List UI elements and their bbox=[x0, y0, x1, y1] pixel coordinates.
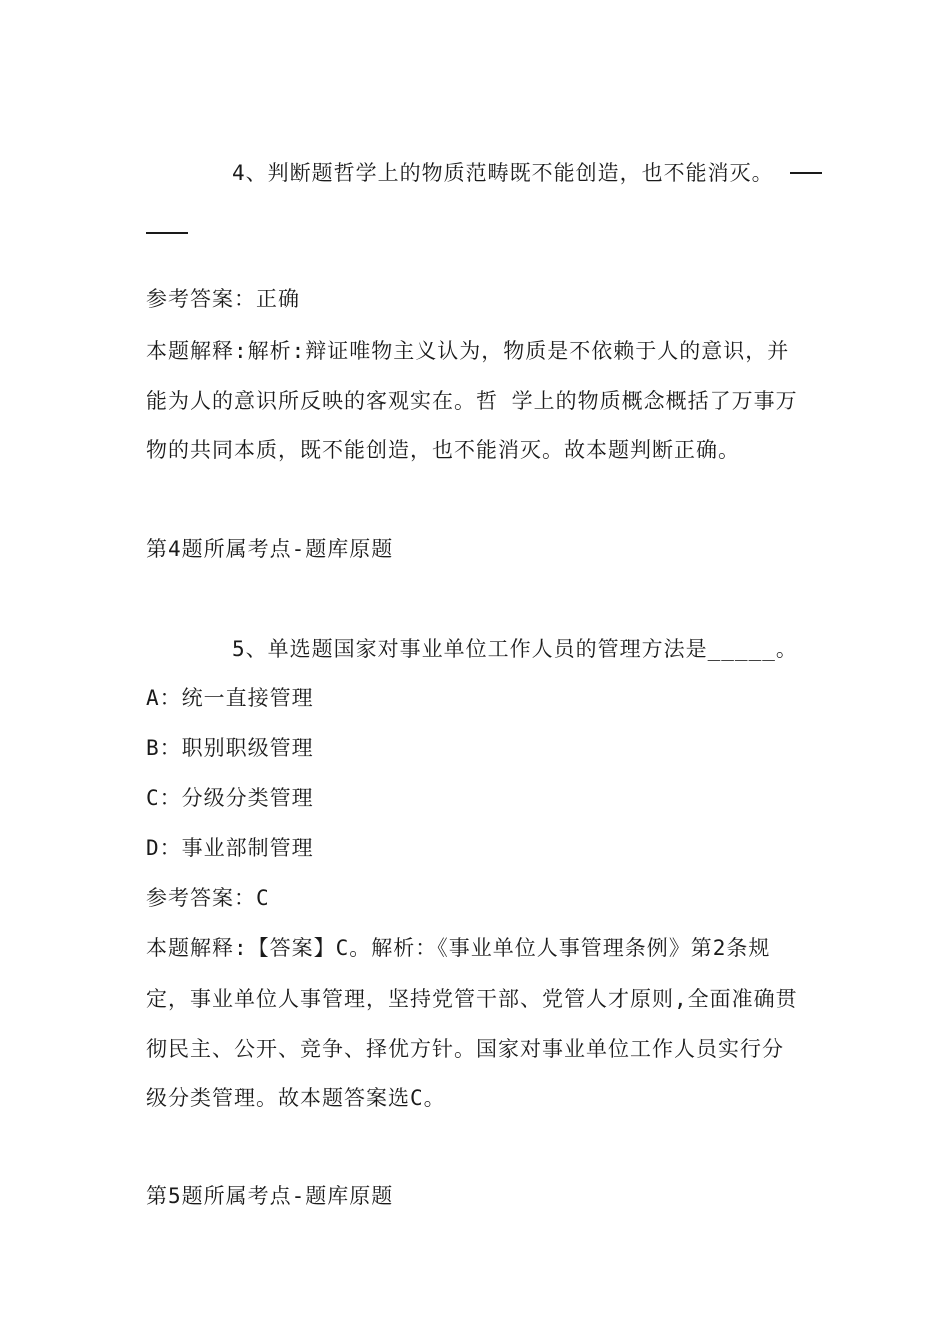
q5-explanation-line-4: 级分类管理。故本题答案选C。 bbox=[146, 1086, 446, 1110]
q4-explanation-line-2: 能为人的意识所反映的客观实在。哲 学上的物质概念概括了万事万 bbox=[146, 389, 798, 413]
q5-question: 5、单选题国家对事业单位工作人员的管理方法是_____。 bbox=[232, 637, 798, 661]
q5-topic: 第5题所属考点-题库原题 bbox=[146, 1184, 394, 1208]
q4-question: 4、判断题哲学上的物质范畴既不能创造，也不能消灭。 bbox=[232, 161, 774, 185]
q5-explanation-line-1: 本题解释:【答案】C。解析：《事业单位人事管理条例》第2条规 bbox=[146, 936, 771, 960]
q4-topic: 第4题所属考点-题库原题 bbox=[146, 537, 394, 561]
q5-answer: 参考答案：C bbox=[146, 886, 270, 910]
q4-answer: 参考答案：正确 bbox=[146, 287, 300, 311]
q5-option-d: D：事业部制管理 bbox=[146, 836, 314, 860]
q5-option-a: A：统一直接管理 bbox=[146, 686, 314, 710]
q5-explanation-line-2: 定，事业单位人事管理，坚持党管干部、党管人才原则,全面准确贯 bbox=[146, 987, 798, 1011]
q4-answer-blank-start bbox=[146, 232, 188, 234]
q5-option-c: C：分级分类管理 bbox=[146, 786, 314, 810]
q5-explanation-line-3: 彻民主、公开、竞争、择优方针。国家对事业单位工作人员实行分 bbox=[146, 1037, 784, 1061]
q4-explanation-line-3: 物的共同本质，既不能创造，也不能消灭。故本题判断正确。 bbox=[146, 438, 740, 462]
q4-answer-blank-end bbox=[790, 172, 822, 174]
q4-explanation-line-1: 本题解释:解析:辩证唯物主义认为，物质是不依赖于人的意识，并 bbox=[146, 339, 790, 363]
q5-option-b: B：职别职级管理 bbox=[146, 736, 314, 760]
